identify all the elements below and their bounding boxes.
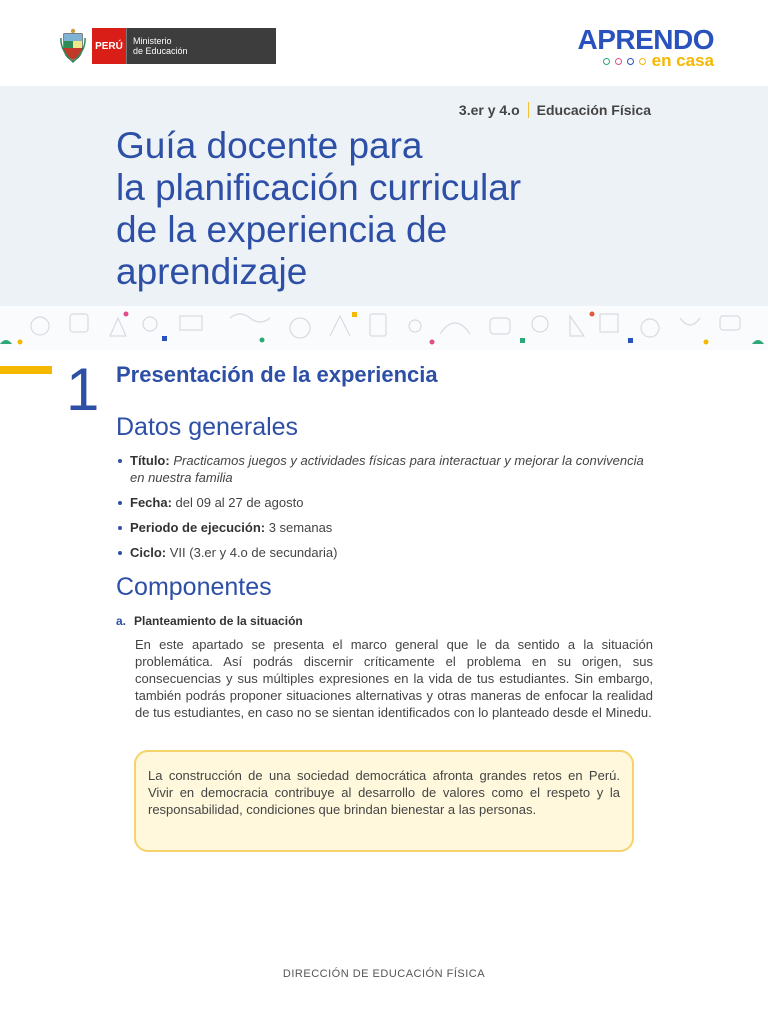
item-value: VII (3.er y 4.o de secundaria)	[169, 545, 338, 560]
grade-label: 3.er y 4.o	[458, 102, 520, 118]
item-letter: a.	[116, 614, 127, 628]
decorative-doodle-strip	[0, 306, 768, 350]
callout-text: La construcción de una sociedad democrática afronta grandes retos en Perú. Vivir en democracia contribuye al desarrollo de valores como el respeto y la responsabilidad, condiciones que brindan bienestar a las personas.	[148, 768, 620, 817]
grade-subject	[459, 102, 651, 118]
component-item-heading	[116, 614, 303, 628]
aprendo-en-casa-logo	[574, 26, 714, 70]
page-footer: DIRECCIÓN DE EDUCACIÓN FÍSICA	[282, 968, 486, 980]
section-accent-bar	[0, 366, 52, 374]
title-line-2: la planificación curricular	[116, 167, 522, 208]
componentes-heading: Componentes	[116, 573, 272, 601]
page-title	[116, 125, 676, 293]
peru-label: PERÚ	[92, 28, 126, 64]
ministry-line-2: de Educación	[133, 46, 188, 56]
title-line-1: Guía docente para	[116, 125, 423, 166]
title-line-4: aprendizaje	[116, 251, 308, 292]
item-title: Planteamiento de la situación	[134, 614, 303, 628]
coat-of-arms-icon	[60, 28, 86, 64]
item-value: Practicamos juegos y actividades físicas para interactuar y mejorar la convivencia en nuestra familia	[130, 453, 644, 485]
title-line-3: de la experiencia de	[116, 209, 448, 250]
item-label: Fecha:	[130, 495, 172, 510]
list-item	[116, 452, 656, 486]
subject-label: Educación Física	[536, 102, 651, 118]
callout-box	[134, 750, 634, 852]
datos-list	[116, 452, 656, 569]
item-label: Periodo de ejecución:	[130, 520, 266, 535]
ministry-line-1: Ministerio	[133, 36, 172, 46]
list-item	[116, 544, 656, 561]
ministry-name	[126, 28, 276, 64]
list-item	[116, 494, 656, 511]
list-item	[116, 519, 656, 536]
item-value: 3 semanas	[268, 520, 333, 535]
ministry-logo	[60, 28, 276, 64]
item-label: Título:	[130, 453, 170, 468]
item-label: Ciclo:	[130, 545, 167, 560]
section-title: Presentación de la experiencia	[116, 362, 438, 387]
divider	[528, 102, 529, 118]
component-paragraph: En este apartado se presenta el marco general que le da sentido a la situación problemática. Así podrás discernir críticamente el problema en su origen, sus consecuencias y sus múltiples expresiones en la vida de tus estudiantes. Sin embargo, también podrás proponer situaciones alternativas y otras maneras de enfocar la realidad de tus estudiantes, en caso no se sientan identificados con lo planteado desde el Minedu.	[135, 637, 653, 720]
brand-main: APRENDO	[577, 24, 714, 55]
datos-generales-heading: Datos generales	[116, 413, 299, 441]
brand-sub: en casa	[651, 51, 714, 70]
brand-dots-icon	[603, 58, 646, 65]
item-value: del 09 al 27 de agosto	[175, 495, 304, 510]
section-number: 1	[66, 356, 100, 423]
